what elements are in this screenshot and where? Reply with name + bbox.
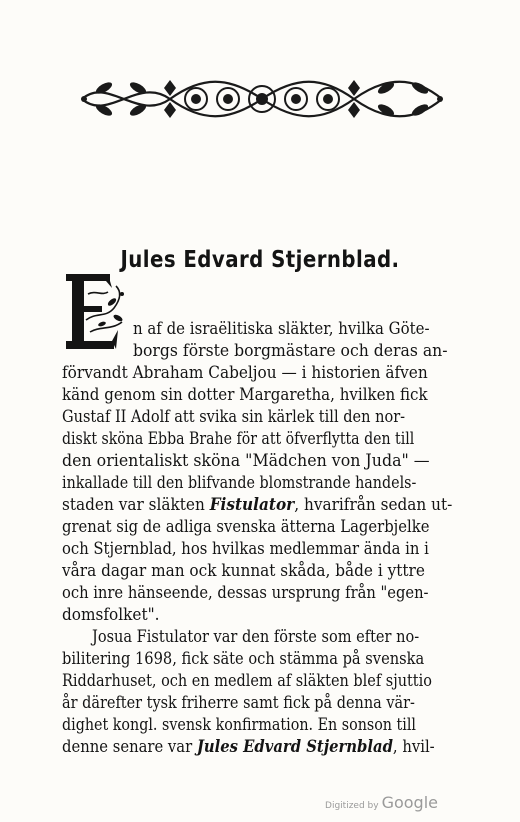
text-line [62,736,435,758]
text-segment: , hvarifrån sedan ut- [294,495,453,515]
text-line: Riddarhuset, och en medlem af släkten blef sjuttio [62,671,432,691]
text-segment: staden var släkten [62,495,210,515]
text-segment: denne senare var [62,737,197,757]
text-line: år därefter tysk friherre samt fick på denna vär- [62,693,415,713]
text-line: förvandt Abraham Cabeljou — i historien äfven [62,363,428,383]
text-line: dighet kongl. svensk konfirmation. En sonson till [62,715,416,735]
text-line: våra dagar man ock kunnat skåda, både i yttre [62,561,425,581]
digitized-by-google-watermark [325,793,438,812]
text-line: Gustaf II Adolf att svika sin kärlek till den nor- [62,407,406,427]
text-line: inkallade till den blifvande blomstrande handels- [62,473,417,493]
text-line: n af de israëlitiska släkter, hvilka Göte- [133,319,430,339]
text-line: grenat sig de adliga svenska ätterna Lagerbjelke [62,517,430,537]
italic-name-fistulator: Fistulator [209,495,295,515]
text-line [62,494,452,516]
drop-cap-e-ornament [62,272,130,356]
digitized-by-label: Digitized by [325,801,379,811]
text-line: den orientaliskt sköna "Mädchen von Juda" — [62,451,430,471]
text-line: domsfolket". [62,605,160,625]
text-line: och inre hänseende, dessas ursprung från "egen- [62,583,429,603]
text-line: och Stjernblad, hos hvilkas medlemmar ända in i [62,539,429,559]
text-line: känd genom sin dotter Margaretha, hvilken fick [62,385,428,405]
google-wordmark: Google [381,793,438,812]
text-line: Josua Fistulator var den förste som efter no- [92,627,420,647]
text-line: bilitering 1698, fick säte och stämma på svenska [62,649,425,669]
text-line: borgs förste borgmästare och deras an- [133,341,448,361]
headpiece-ornament [78,70,446,128]
italic-name-jules-edvard-stjernblad: Jules Edvard Stjernblad [196,737,393,757]
text-segment: , hvil- [392,737,435,757]
chapter-title: Jules Edvard Stjernblad. [120,247,400,274]
text-line: diskt sköna Ebba Brahe för att öfverflytta den till [62,429,415,449]
